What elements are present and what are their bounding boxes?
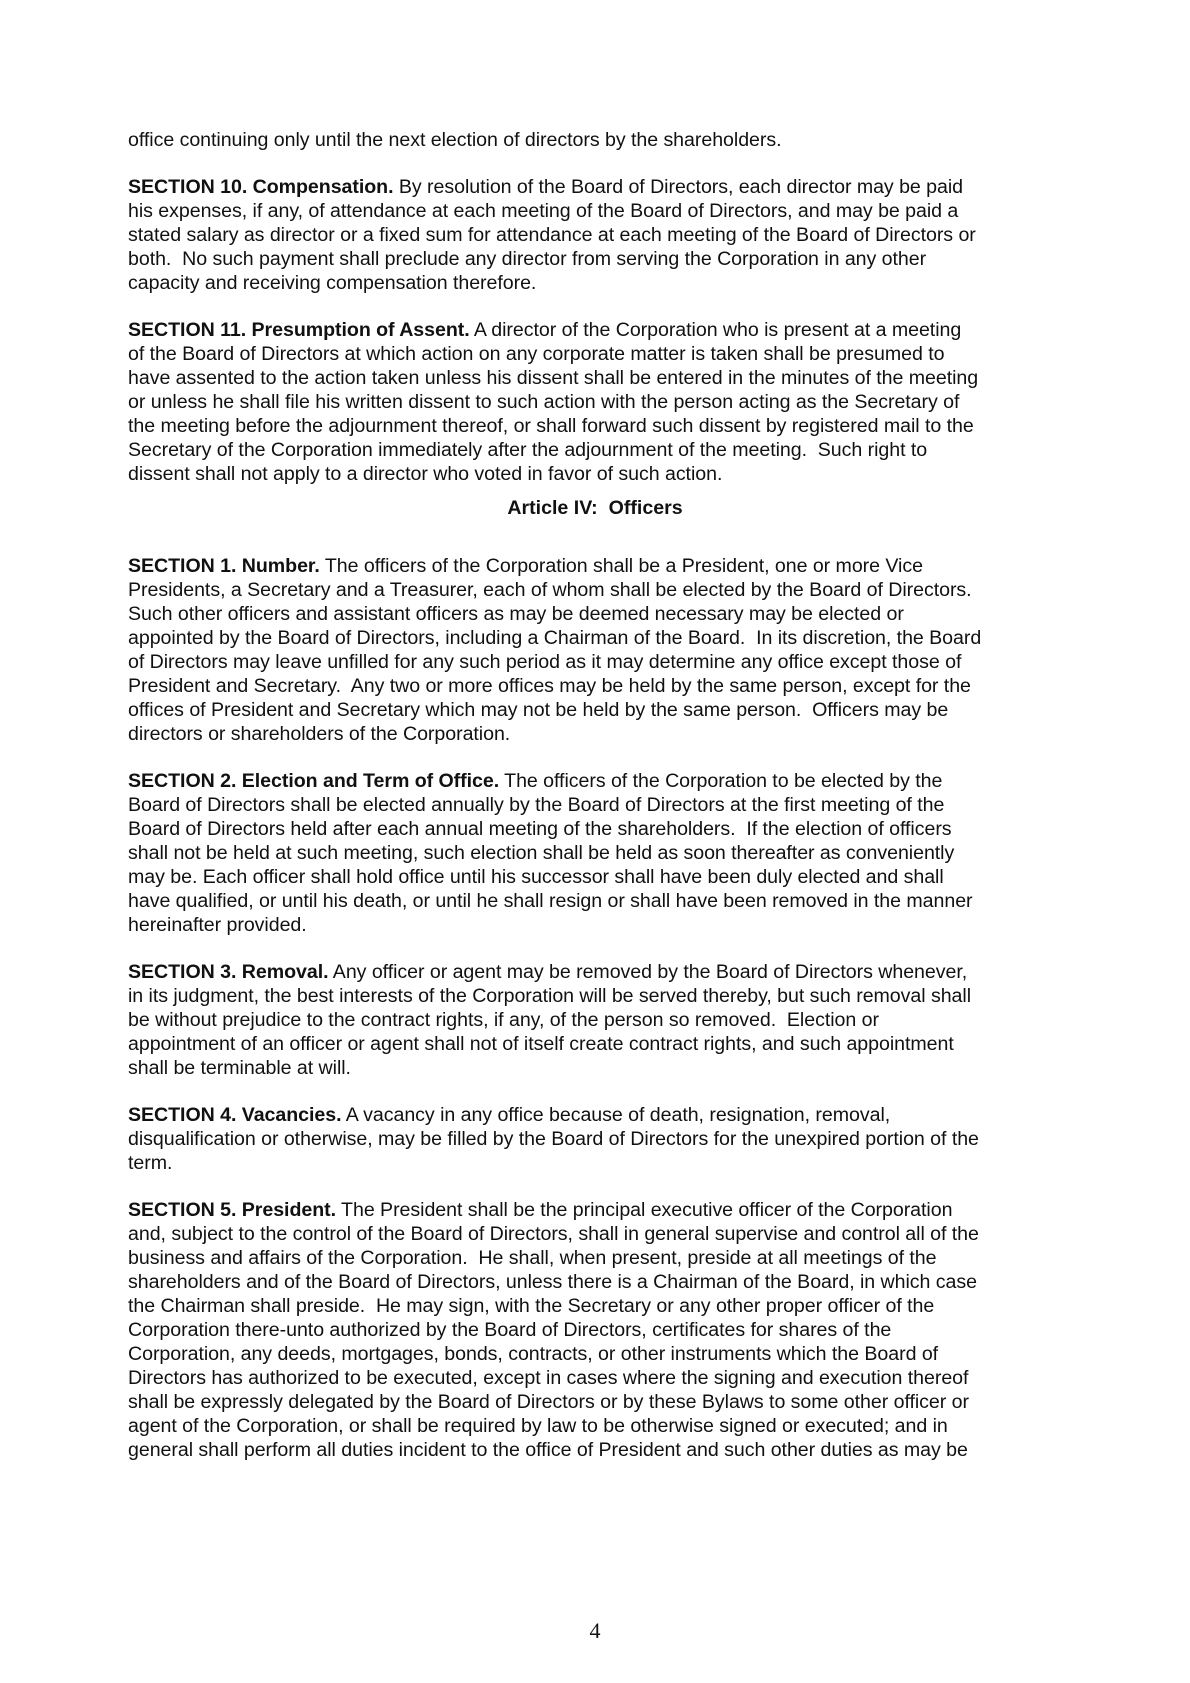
text-line: Presidents, a Secretary and a Treasurer, each of whom shall be elected by the Board of Directors. xyxy=(128,579,972,601)
text-line: shareholders and of the Board of Directors, unless there is a Chairman of the Board, in which case xyxy=(128,1271,977,1293)
text-line: Board of Directors held after each annual meeting of the shareholders. If the election of officers xyxy=(128,818,952,840)
text-line: offices of President and Secretary which may not be held by the same person. Officers may be xyxy=(128,699,949,721)
text-line: Such other officers and assistant officers as may be deemed necessary may be elected or xyxy=(128,603,904,625)
text-line: capacity and receiving compensation therefore. xyxy=(128,272,537,294)
text-span: The President shall be the principal executive officer of the Corporation xyxy=(336,1199,953,1221)
text-line: business and affairs of the Corporation. He shall, when present, preside at all meetings of the xyxy=(128,1247,937,1269)
section-title: SECTION 10. Compensation. xyxy=(128,176,394,198)
text-line: in its judgment, the best interests of the Corporation will be served thereby, but such removal shall xyxy=(128,985,971,1007)
section-title: SECTION 3. Removal. xyxy=(128,961,329,983)
text-line: Board of Directors shall be elected annually by the Board of Directors at the first meeting of the xyxy=(128,794,945,816)
text-line: appointed by the Board of Directors, including a Chairman of the Board. In its discretion, the Board xyxy=(128,627,982,649)
text-line: dissent shall not apply to a director who voted in favor of such action. xyxy=(128,463,723,485)
section-title: SECTION 11. Presumption of Assent. xyxy=(128,319,470,341)
text-line: Corporation, any deeds, mortgages, bonds, contracts, or other instruments which the Board of xyxy=(128,1343,939,1365)
text-span: The officers of the Corporation shall be a President, one or more Vice xyxy=(319,555,923,577)
text-line: shall be expressly delegated by the Board of Directors or by these Bylaws to some other officer or xyxy=(128,1391,969,1413)
text-span: The officers of the Corporation to be elected by the xyxy=(499,770,943,792)
text-line: have qualified, or until his death, or until he shall resign or shall have been removed in the manner xyxy=(128,890,973,912)
text-line: shall be terminable at will. xyxy=(128,1057,351,1079)
text-line: Directors has authorized to be executed, except in cases where the signing and execution thereof xyxy=(128,1367,969,1389)
text-line xyxy=(128,1198,952,1222)
paragraph-continuation xyxy=(128,128,782,152)
text-line: have assented to the action taken unless his dissent shall be entered in the minutes of the meeting xyxy=(128,367,979,389)
text-line: of Directors may leave unfilled for any such period as it may determine any office except those of xyxy=(128,651,962,673)
text-line: the meeting before the adjournment thereof, or shall forward such dissent by registered mail to the xyxy=(128,415,974,437)
text-line: office continuing only until the next election of directors by the shareholders. xyxy=(128,129,782,151)
text-span: A vacancy in any office because of death, resignation, removal, xyxy=(341,1104,891,1126)
section-title: SECTION 4. Vacancies. xyxy=(128,1104,342,1126)
article-heading: Article IV: Officers xyxy=(507,497,683,519)
text-line xyxy=(128,175,963,199)
text-span: By resolution of the Board of Directors, each director may be paid xyxy=(393,176,964,198)
text-line: appointment of an officer or agent shall not of itself create contract rights, and such appointment xyxy=(128,1033,954,1055)
text-line: or unless he shall file his written dissent to such action with the person acting as the Secretary of xyxy=(128,391,960,413)
text-line: agent of the Corporation, or shall be required by law to be otherwise signed or executed; and in xyxy=(128,1415,948,1437)
page-number: 4 xyxy=(589,1618,601,1643)
text-line: directors or shareholders of the Corporation. xyxy=(128,723,511,745)
text-line: hereinafter provided. xyxy=(128,914,307,936)
section-title: SECTION 1. Number. xyxy=(128,555,320,577)
text-line xyxy=(128,554,923,578)
text-line: of the Board of Directors at which action on any corporate matter is taken shall be presumed to xyxy=(128,343,945,365)
section-title: SECTION 5. President. xyxy=(128,1199,337,1221)
text-line: the Chairman shall preside. He may sign, with the Secretary or any other proper officer of the xyxy=(128,1295,935,1317)
section-title: SECTION 2. Election and Term of Office. xyxy=(128,770,500,792)
text-line xyxy=(128,318,961,342)
text-span: A director of the Corporation who is present at a meeting xyxy=(469,319,962,341)
text-line: and, subject to the control of the Board of Directors, shall in general supervise and control all of the xyxy=(128,1223,979,1245)
text-line: Secretary of the Corporation immediately after the adjournment of the meeting. Such right to xyxy=(128,439,928,461)
text-line: President and Secretary. Any two or more offices may be held by the same person, except for the xyxy=(128,675,971,697)
text-line: general shall perform all duties incident to the office of President and such other duties as may be xyxy=(128,1439,968,1461)
text-line: his expenses, if any, of attendance at each meeting of the Board of Directors, and may be paid a xyxy=(128,200,959,222)
text-line: stated salary as director or a fixed sum for attendance at each meeting of the Board of Directors or xyxy=(128,224,976,246)
text-line: term. xyxy=(128,1152,173,1174)
text-line: be without prejudice to the contract rights, if any, of the person so removed. Election or xyxy=(128,1009,879,1031)
text-line: both. No such payment shall preclude any director from serving the Corporation in any other xyxy=(128,248,927,270)
text-line xyxy=(128,1103,890,1127)
text-line: Corporation there-unto authorized by the Board of Directors, certificates for shares of the xyxy=(128,1319,892,1341)
text-line: shall not be held at such meeting, such election shall be held as soon thereafter as conveniently xyxy=(128,842,955,864)
text-line: may be. Each officer shall hold office until his successor shall have been duly elected and shall xyxy=(128,866,944,888)
text-line xyxy=(128,960,967,984)
text-line: disqualification or otherwise, may be filled by the Board of Directors for the unexpired portion of the xyxy=(128,1128,979,1150)
text-span: Any officer or agent may be removed by the Board of Directors whenever, xyxy=(328,961,968,983)
text-line xyxy=(128,769,942,793)
